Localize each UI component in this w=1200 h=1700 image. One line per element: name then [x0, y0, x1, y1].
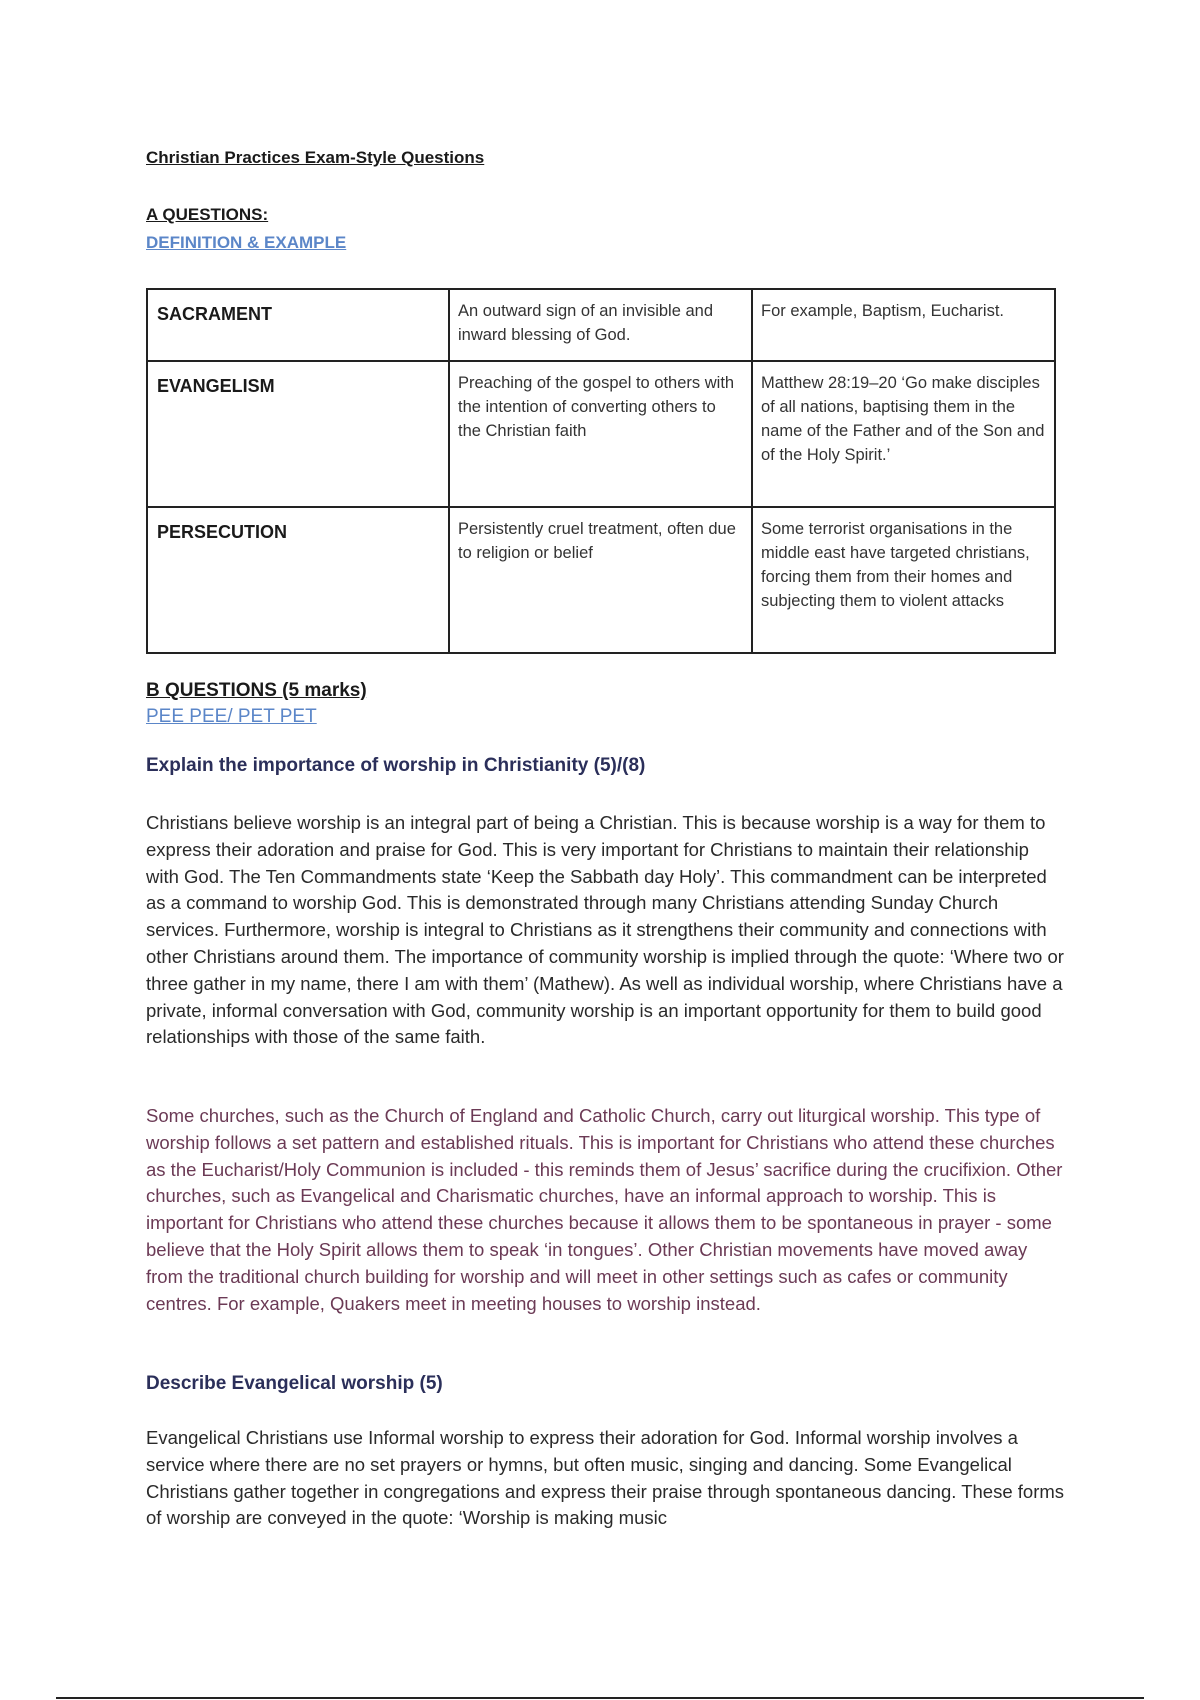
- answer-paragraph: Evangelical Christians use Informal worship to express their adoration for God. Informal worship involves a service where there are no set prayers or hymns, but often music, singing and dancing. Some Evangelical Christians gather together in congregations and express their praise through spontaneous dancing. These forms of worship are conveyed in the quote: ‘Worship is making music: [146, 1427, 1065, 1529]
- table-row: [147, 289, 1055, 361]
- question-worship-importance: Explain the importance of worship in Christianity (5)/(8): [146, 755, 646, 776]
- page-divider: [56, 1697, 1144, 1699]
- b-questions-subheading: PEE PEE/ PET PET: [146, 706, 317, 727]
- question-evangelical-worship: Describe Evangelical worship (5): [146, 1373, 443, 1394]
- definition-cell: Preaching of the gospel to others with the intention of converting others to the Christian faith: [449, 361, 752, 507]
- document-title: Christian Practices Exam-Style Questions: [146, 148, 485, 167]
- a-questions-subheading: DEFINITION & EXAMPLE: [146, 233, 347, 252]
- example-cell: Some terrorist organisations in the middle east have targeted christians, forcing them from their homes and subjecting them to violent attacks: [752, 507, 1055, 653]
- definition-cell: Persistently cruel treatment, often due to religion or belief: [449, 507, 752, 653]
- term-cell: PERSECUTION: [147, 507, 449, 653]
- answer-paragraph: Christians believe worship is an integral part of being a Christian. This is because worship is a way for them to express their adoration and praise for God. This is very important for Christians to maintain their relationship with God. The Ten Commandments state ‘Keep the Sabbath day Holy’. This commandment can be interpreted as a command to worship God. This is demonstrated through many Christians attending Sunday Church services. Furthermore, worship is integral to Christians as it strengthens their community and connections with other Christians around them. The importance of community worship is implied through the quote: ‘Where two or three gather in my name, there I am with them’ (Mathew). As well as individual worship, where Christians have a private, informal conversation with God, community worship is an important opportunity for them to build good relationships with those of the same faith.: [146, 812, 1064, 1048]
- example-cell: For example, Baptism, Eucharist.: [752, 289, 1055, 361]
- definition-cell: An outward sign of an invisible and inward blessing of God.: [449, 289, 752, 361]
- example-cell: Matthew 28:19–20 ‘Go make disciples of all nations, baptising them in the name of the Father and of the Son and of the Holy Spirit.’: [752, 361, 1055, 507]
- term-cell: SACRAMENT: [147, 289, 449, 361]
- table-row: [147, 507, 1055, 653]
- a-questions-heading: A QUESTIONS:: [146, 205, 269, 224]
- definitions-table: [146, 288, 1056, 654]
- b-questions-heading: B QUESTIONS (5 marks): [146, 680, 367, 701]
- table-row: [147, 361, 1055, 507]
- term-cell: EVANGELISM: [147, 361, 449, 507]
- answer-paragraph: Some churches, such as the Church of England and Catholic Church, carry out liturgical worship. This type of worship follows a set pattern and established rituals. This is important for Christians who attend these churches as the Eucharist/Holy Communion is included - this reminds them of Jesus’ sacrifice during the crucifixion. Other churches, such as Evangelical and Charismatic churches, have an informal approach to worship. This is important for Christians who attend these churches because it allows them to be spontaneous in prayer - some believe that the Holy Spirit allows them to speak ‘in tongues’. Other Christian movements have moved away from the traditional church building for worship and will meet in other settings such as cafes or community centres. For example, Quakers meet in meeting houses to worship instead.: [146, 1105, 1063, 1314]
